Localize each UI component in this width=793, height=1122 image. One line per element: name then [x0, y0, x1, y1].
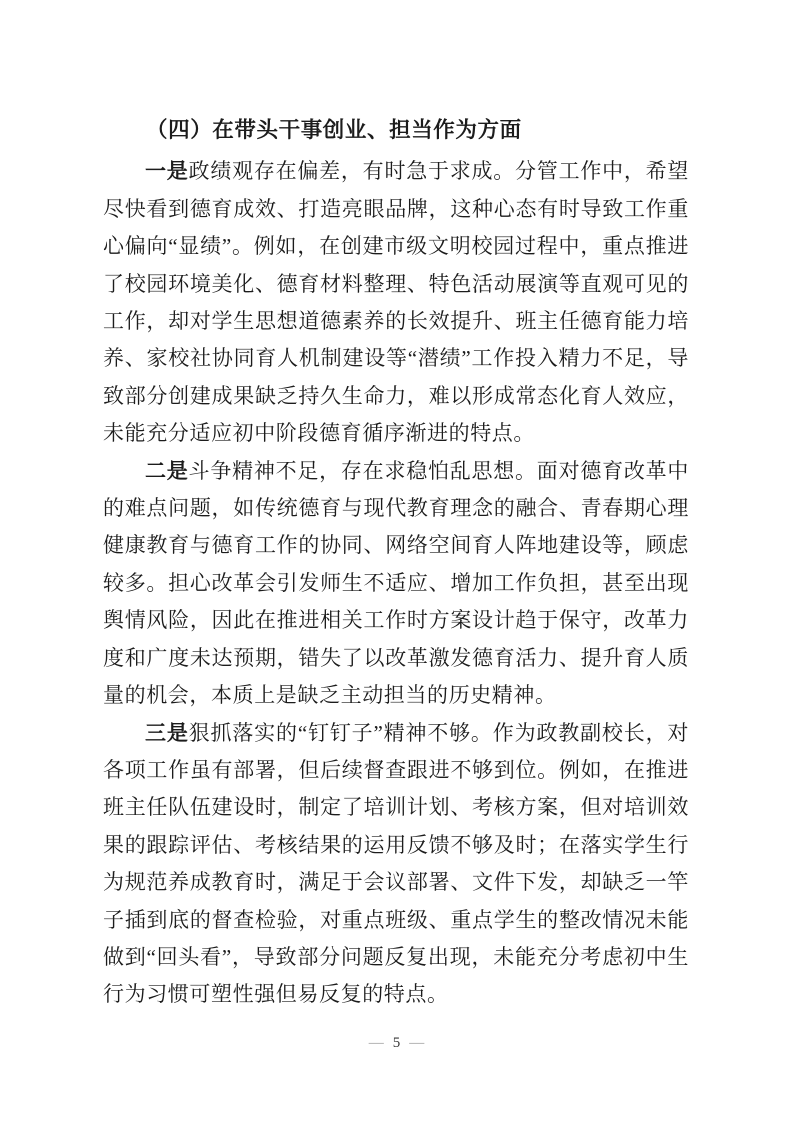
paragraph-3-lead: 三是	[145, 720, 189, 745]
section-heading: （四）在带头干事创业、担当作为方面	[146, 118, 522, 142]
page-number-dash-right: —	[409, 1035, 425, 1051]
paragraph-2-text: 斗争精神不足，存在求稳怕乱思想。面对德育改革中的难点问题，如传统德育与现代教育理念的融合、青春期心理健康教育与德育工作的协同、网络空间育人阵地建设等，顾虑较多。担心改革会引发师生不适应、增加工作负担，甚至出现舆情风险，因此在推进相关工作时方案设计趋于保守，改革力度和广度未达预期，错失了以改革激发德育活力、提升育人质量的机会，本质上是缺乏主动担当的历史精神。	[103, 458, 689, 708]
paragraph-1-text: 政绩观存在偏差，有时急于求成。分管工作中，希望尽快看到德育成效、打造亮眼品牌，这种心态有时导致工作重心偏向“显绩”。例如，在创建市级文明校园过程中，重点推进了校园环境美化、德育材料整理、特色活动展演等直观可见的工作，却对学生思想道德素养的长效提升、班主任德育能力培养、家校社协同育人机制建设等“潜绩”工作投入精力不足，导致部分创建成果缺乏持久生命力，难以形成常态化育人效应，未能充分适应初中阶段德育循序渐进的特点。	[103, 159, 689, 446]
page-number-dash-left: —	[368, 1035, 384, 1051]
paragraph-3	[103, 715, 689, 1014]
paragraph-1-lead: 一是	[145, 159, 189, 184]
paragraph-2	[103, 453, 689, 715]
paragraph-1	[103, 153, 689, 452]
paragraph-3-text: 狠抓落实的“钉钉子”精神不够。作为政教副校长，对各项工作虽有部署，但后续督查跟进不够到位。例如，在推进班主任队伍建设时，制定了培训计划、考核方案，但对培训效果的跟踪评估、考核结果的运用反馈不够及时；在落实学生行为规范养成教育时，满足于会议部署、文件下发，却缺乏一竿子插到底的督查检验，对重点班级、重点学生的整改情况未能做到“回头看”，导致部分问题反复出现，未能充分考虑初中生行为习惯可塑性强但易反复的特点。	[103, 720, 690, 1007]
page-number-value: 5	[392, 1035, 401, 1051]
page-number	[0, 1032, 793, 1054]
paragraph-2-lead: 二是	[145, 458, 189, 483]
document-body	[103, 112, 689, 1014]
